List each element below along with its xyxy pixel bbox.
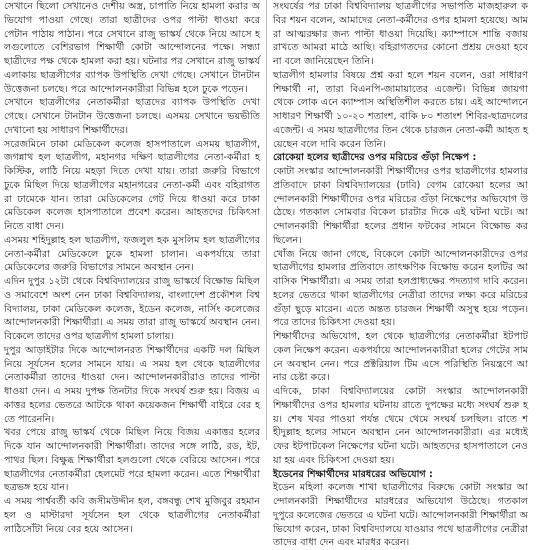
article-paragraph: এ সময় পার্শ্ববর্তী কবি জসীমউদ্দীন হল, বঙ্গবন্ধু শেখ মুজিবুর রহমান হল ও মাস্টারদা সূর্যসেন হল থেকে ছাত্রলীগের নেতাকর্মীরা লাঠিসোঁটা নিয়ে বের হয়ে আসেন। — [4, 496, 260, 535]
article-paragraph: এসময় শহিদুল্লাহ হল ছাত্রলীগ, ফজলুল হক মুসলিম হল ছাত্রলীগের নেতা-কর্মীরা মেডিকেলে ঢুকে হামলা চালান। একপর্যায়ে তারা মেডিকেলের জরুরি বিভাগের সামনে অবস্থান নেন। — [4, 234, 260, 274]
article-paragraph: এদিন দুপুর ১২টা থেকে বিশ্ববিদ্যালয়ের রাজু ভাস্কর্যে বিক্ষোভ মিছিল ও সমাবেশে অংশ নেন ঢাকা বিশ্ববিদ্যালয়, বাংলাদেশ প্রকৌশল বিশ্ববিদ্যালয়, ঢাকা মেডিকেল কলেজ, ইডেন কলেজ, নার্সিং কলেজের আন্দোলনকারী শিক্ষার্থীরা। এ সময় তারা রাজু ভাস্কর্যে অবস্থান নেন। বিকেলে তাদের ওপর ছাত্রলীগ হামলা চালায়। — [4, 276, 260, 342]
article-paragraph: কোটা সংস্কার আন্দোলনকারী শিক্ষার্থীদের ওপর ছাত্রলীগের হামলার প্রতিবাদে ঢাকা বিশ্ববিদ্যালয়ের (ঢাবি) বেগম রোকেয়া হলের আন্দোলনকারী শিক্ষার্থীদের ওপর মরিচের গুঁড়া নিক্ষেপের অভিযোগ উঠেছে। গতকাল সোমবার বিকেল চারটার দিকে এই ঘটনা ঘটে। আন্দোলনকারী শিক্ষার্থীরা হলের প্রধান ফটকের সামনে বিক্ষোভ করছিলেন। — [273, 166, 528, 246]
article-column-left — [4, 0, 266, 535]
article-paragraph: শিক্ষার্থীদের অভিযোগ, হল থেকে ছাত্রলীগের নেতাকর্মীরা ইটপাটকেল নিক্ষেপ করেন। একপর্যায়ে আন্দোলনকারীরা হলের গেটের সামনে অবস্থান নেন। পরে প্রক্টরিয়াল টিম এসে পরিস্থিতি নিয়ন্ত্রণে আনার চেষ্টা করে। — [273, 331, 528, 384]
section-heading-eden-college: ইডেনের শিক্ষার্থীদের মারধরের অভিযোগ : — [273, 468, 433, 480]
article-paragraph: সংঘর্ষের পর ঢাকা বিশ্ববিদ্যালয় ছাত্রলীগের সভাপতি মাজহারুল কবির শয়ন বলেন, আমাদের নেতা-কর্মীদের ওপর হামলা হয়েছে। আমরা আত্মরক্ষার জন্য পাল্টা ধাওয়া দিয়েছি। ক্যাম্পাসে শান্তি বজায় রাখতে আমরা মাঠে আছি। বহিরাগতদের কোনো প্রশ্রয় দেওয়া হবে না বলে জানিয়েছেন তিনি। — [273, 1, 528, 67]
article-paragraph: এদিকে, ঢাকা বিশ্ববিদ্যালয়ের কোটা সংস্কার আন্দোলনকারী শিক্ষার্থীদের ওপর হামলার ঘটনায় রাতে দুপক্ষের মধ্যে সংঘর্ষ শুরু হয়। শেষ খবর পাওয়া পর্যন্ত থেমে থেমে সংঘর্ষ চলছিল। রাতে শহীদুল্লাহ হলের সামনে অবস্থান নেন আন্দোলনকারীরা। এর মধ্যেই ফের ইটপাটকেল নিক্ষেপের ঘটনা ঘটে। আহতদের হাসপাতালে নেওয়া হয় এবং চিকিৎসা দেওয়া হয়। — [273, 386, 528, 466]
article-paragraph: খবর পেয়ে রাজু ভাস্কর্য থেকে মিছিল নিয়ে বিজয় একাত্তর হলের দিকে যান আন্দোলনকারী শিক্ষার্থীরা। তাদের সঙ্গে লাঠি, রড, ইট, পাথর ছিল। বিক্ষুব্ধ শিক্ষার্থীরা হলগুলো থেকে বেরিয়ে আসেন। পরে ছাত্রলীগের নেতাকর্মীরা হেলমেট পরে হামলা করেন। এতে শিক্ষার্থীরা ছত্রভঙ্গ হয়ে যান। — [4, 427, 260, 494]
article-paragraph: ছাত্রলীগ হামলার বিষয়ে প্রশ্ন করা হলে শয়ন বলেন, ওরা সাধারণ শিক্ষার্থী না, তারা বিএনপি-জামায়াতের এজেন্ট। বিভিন্ন জায়গা থেকে লোক এনে ক্যাম্পাস অস্থিতিশীল করতে চায়। এই আন্দোলনে সাধারণ শিক্ষার্থী ১০-২০ শতাংশ, বাকি ৮০ শতাংশ শিবির-ছাত্রদলের এজেন্ট। এ সময় ছাত্রলীগের তিন থেকে চারজন নেতা-কর্মী আহত হয়েছেন বলে দাবি করেন তিনি। — [273, 69, 528, 150]
article-paragraph: ইডেন মহিলা কলেজ শাখা ছাত্রলীগের বিরুদ্ধে কোটা সংস্কার আন্দোলনকারী শিক্ষার্থীদের মারধরের অভিযোগ উঠেছে। গতকাল দুপুরে কলেজের ভেতরে এ ঘটনা ঘটে। আন্দোলনকারী শিক্ষার্থীরা অভিযোগ করেন, ঢাকা বিশ্ববিদ্যালয়ে যাওয়ার পথে ছাত্রলীগের নেত্রীরা তাদের বাধা দেন এবং মারধর করেন। — [273, 482, 529, 549]
article-paragraph: সেখানে ছিলো সেখানেও দেশীয় অস্ত্র, চাপাতি নিয়ে হামলা করার অভিযোগ পাওয়া গেছে। তারা ছাত্রীদের ওপর পাল্টা ধাওয়া করে পেটান পাঠায় পাঠান। পরে সেখানে রাজু ভাস্কর্য থেকে নিয়ে আসে হলগুলোতে বেশিরভাগ শিক্ষার্থী কোটা আন্দোলনের পক্ষে। সন্ধ্যা ছাত্রীদের পক্ষ থেকে হামলা করা হয়। ঘটনার পর সেখানে রাজু ভাস্কর্য এলাকায় ছাত্রলীগের ব্যাপক উপস্থিতি দেখা গেছে। সেখানে টানটান উত্তেজনা চলছে। পরে আন্দোলনকারীরা বিভিন্ন হলে ঢুকে পড়েন। — [4, 1, 260, 95]
article-paragraph: খোঁজ নিয়ে জানা গেছে, বিকেলে কোটা আন্দোলনকারীদের ওপর ছাত্রলীগের হামলার প্রতিবাদে তাৎক্ষণিক বিক্ষোভ করেন হলটির আবাসিক শিক্ষার্থীরা। এ সময় তারা হলপ্রাধ্যক্ষের পদত্যাগ দাবি করেন। হলের ভেতরে থাকা ছাত্রলীগের নেত্রীরা তাদের লক্ষ্য করে মরিচের গুঁড়া ছুড়ে মারেন। এতে অন্তত চারজন শিক্ষার্থী অসুস্থ হয়ে পড়েন। পরে তাদের চিকিৎসা দেওয়া হয়। — [273, 248, 528, 329]
section-heading-rokeya-hall: রোকেয়া হলের ছাত্রীদের ওপর মরিচের গুঁড়া নিক্ষেপ : — [273, 152, 477, 164]
article-paragraph: সেখানে ছাত্রলীগের নেতাকর্মীরা ছাত্রদের ব্যাপক উপস্থিতি দেখা গেছে। সেখানে টানটান উত্তেজনা চলছে। এসময় সেখানে ভয়ভীতি দেখানো হয় সাধারণ শিক্ষার্থীদের। — [4, 97, 260, 136]
article-paragraph: সরেজমিনে ঢাকা মেডিকেল কলেজ হাসপাতালে এসময় ছাত্রলীগ, জগন্নাথ হল ছাত্রলীগ, মহানগর দক্ষিণ ছাত্রলীগের নেতা-কর্মীরা হকিস্টিক, লাঠি নিয়ে মহড়া দিতে দেখা যায়। তারা জরুরি বিভাগে ঢুকে মিছিল দিয়ে ছাত্রলীগের মহানগরের নেতা-কর্মী এবং বহিরাগতরা ঢামেকে যান। তারা মেডিকেলের গেট দিয়ে ধাওয়া করে ঢাকা মেডিকেল কলেজ হাসপাতালে প্রবেশ করেন। আহতদের চিকিৎসা নিতে বাধা দেন। — [4, 138, 260, 232]
article-paragraph: দুপুর আড়াইটার দিকে আন্দোলনরত শিক্ষার্থীদের একটি দল মিছিল নিয়ে সূর্যসেন হলের সামনে যায়। এ সময় হল থেকে ছাত্রলীগের নেতাকর্মীরা তাদের ধাওয়া দেন। আন্দোলনকারীরাও তাদের পাল্টা ধাওয়া দেন। এ সময় দুপক্ষ তিনটার দিকে সংঘর্ষ শুরু হয়। বিজয় একাত্তর হলের ভেতরে আটকে থাকা কয়েকজন শিক্ষার্থী বাইরে বের হতে পারেননি। — [4, 344, 260, 425]
article-column-right — [266, 0, 529, 549]
